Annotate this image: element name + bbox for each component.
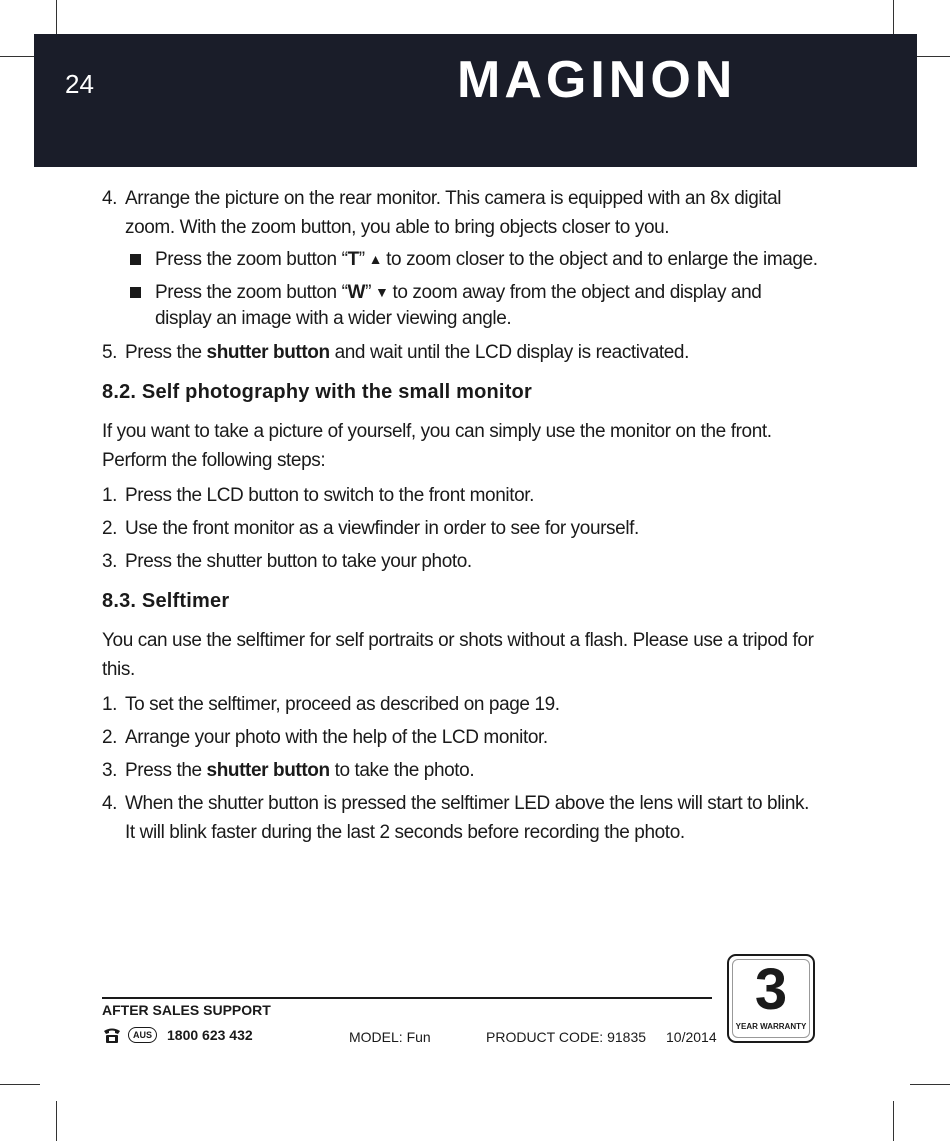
bullet-item [102, 279, 822, 332]
text-run: to take the photo. [329, 760, 475, 781]
list-item [102, 789, 822, 847]
country-badge: AUS [128, 1027, 157, 1043]
phone-row [102, 1026, 253, 1044]
crop-mark [56, 1101, 57, 1141]
item-number: 1. [102, 694, 118, 715]
phone-icon [102, 1026, 122, 1044]
list-item [102, 547, 822, 576]
item-number: 4. [102, 793, 118, 814]
bullet-text: to zoom closer to the object and to enlarge the image. [386, 249, 818, 270]
list-item [102, 723, 822, 752]
text-run: and wait until the LCD display is reactivated. [329, 342, 689, 363]
print-date: 10/2014 [666, 1029, 717, 1045]
section-heading-8-3: 8.3. Selftimer [102, 590, 230, 612]
up-arrow-icon: ▲ [368, 251, 383, 267]
bullet-text: to zoom away from the object and display and display an image with a wider viewing angle. [155, 282, 762, 329]
square-bullet-icon [130, 254, 141, 265]
bullet-text: Press the zoom button “ [155, 282, 348, 303]
warranty-years: 3 [754, 957, 788, 1022]
bullet-text: ” [365, 282, 371, 303]
brand-logo: MAGINON [457, 51, 737, 109]
item-text: Arrange your photo with the help of the LCD monitor. [125, 727, 548, 748]
footer-divider [102, 997, 712, 999]
bold-text: shutter button [206, 342, 330, 363]
section-intro: If you want to take a picture of yourself, you can simply use the monitor on the front. Perform the following steps: [102, 421, 772, 471]
item-number: 5. [102, 342, 118, 363]
item-text: Press the shutter button to take your photo. [125, 551, 472, 572]
item-text: Use the front monitor as a viewfinder in order to see for yourself. [125, 518, 639, 539]
section-heading-8-2: 8.2. Self photography with the small monitor [102, 381, 532, 403]
bullet-text: ” [358, 249, 365, 270]
list-item [102, 756, 822, 785]
crop-mark [893, 1101, 894, 1141]
warranty-label: YEAR WARRANTY [735, 1022, 807, 1031]
item-text: When the shutter button is pressed the selftimer LED above the lens will start to blink. It will blink faster during the last 2 seconds before recording the photo. [125, 793, 809, 843]
bullet-text: Press the zoom button “ [155, 249, 348, 270]
page-number: 24 [65, 69, 94, 99]
after-sales-label: AFTER SALES SUPPORT [102, 1002, 271, 1018]
zoom-key-w: W [347, 282, 366, 303]
item-text [125, 756, 822, 785]
list-item [102, 481, 822, 510]
model-label: MODEL: Fun [349, 1029, 431, 1045]
text-run: Press the [125, 760, 207, 781]
section-intro: You can use the selftimer for self portraits or shots without a flash. Please use a tripod for this. [102, 630, 814, 680]
text-run: Press the [125, 342, 207, 363]
list-item [102, 184, 822, 242]
bold-text: shutter button [206, 760, 330, 781]
item-number: 4. [102, 188, 118, 209]
item-number: 3. [102, 760, 118, 781]
product-code: PRODUCT CODE: 91835 [486, 1029, 647, 1045]
phone-number: 1800 623 432 [167, 1027, 253, 1043]
item-text: Press the LCD button to switch to the front monitor. [125, 485, 535, 506]
list-item [102, 690, 822, 719]
crop-mark [0, 1084, 40, 1085]
warranty-badge [727, 954, 815, 1043]
item-number: 2. [102, 518, 118, 539]
bullet-item [102, 246, 822, 273]
crop-mark [910, 1084, 950, 1085]
item-number: 3. [102, 551, 118, 572]
list-item [102, 514, 822, 543]
item-text: To set the selftimer, proceed as described on page 19. [125, 694, 560, 715]
item-text: Arrange the picture on the rear monitor. This camera is equipped with an 8x digital zoom. With the zoom button, you able to bring objects closer to you. [125, 188, 782, 238]
zoom-key-t: T [347, 249, 359, 270]
main-content [102, 184, 822, 851]
list-item [102, 338, 822, 367]
item-text [125, 338, 822, 367]
down-arrow-icon: ▼ [375, 284, 389, 300]
item-number: 2. [102, 727, 118, 748]
item-number: 1. [102, 485, 118, 506]
square-bullet-icon [130, 287, 141, 298]
